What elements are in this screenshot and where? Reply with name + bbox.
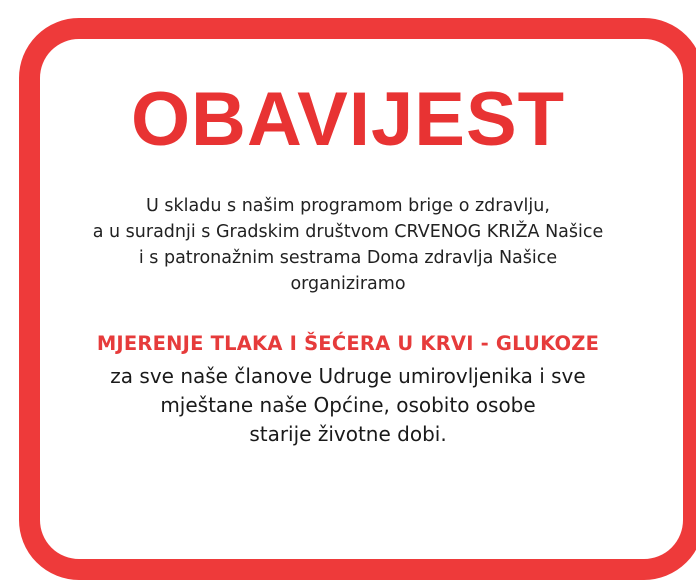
- intro-paragraph: [0, 193, 696, 297]
- event-title: MJERENJE TLAKA I ŠEĆERA U KRVI - GLUKOZE: [96, 332, 600, 355]
- intro-line: organiziramo: [290, 274, 406, 294]
- intro-line: i s patronažnim sestrama Doma zdravlja Našice: [138, 248, 558, 268]
- detail-line: za sve naše članove Udruge umirovljenika i sve: [110, 364, 586, 388]
- detail-line: mještane naše Općine, osobito osobe: [160, 393, 536, 417]
- detail-line: starije životne dobi.: [249, 422, 447, 446]
- intro-line: a u suradnji s Gradskim društvom CRVENOG KRIŽA Našice: [92, 222, 604, 242]
- event-details: [0, 362, 696, 449]
- intro-line: U skladu s našim programom brige o zdravlju,: [146, 196, 550, 216]
- notice-title: OBAVIJEST: [130, 77, 566, 162]
